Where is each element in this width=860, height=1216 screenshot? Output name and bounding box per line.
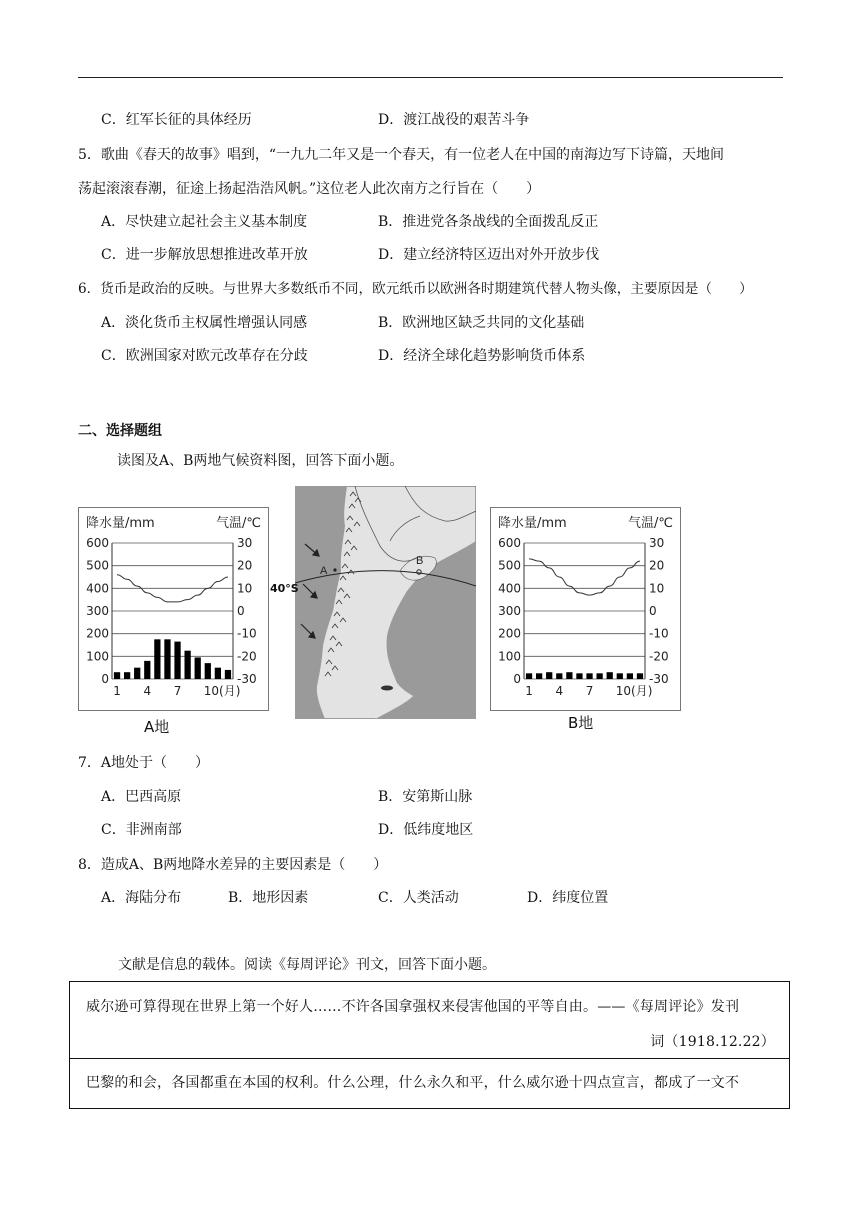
month-tick-label: 4 bbox=[555, 684, 564, 698]
temp-tick-label: 30 bbox=[237, 536, 253, 550]
precip-axis-title: 降水量/mm bbox=[498, 516, 567, 531]
precip-axis-title: 降水量/mm bbox=[86, 516, 155, 531]
q7-option-a[interactable]: A．巴西高原 bbox=[101, 789, 182, 805]
point-a-marker bbox=[333, 568, 336, 571]
precip-bar bbox=[225, 670, 231, 679]
precip-bar bbox=[144, 661, 150, 679]
south-america-map bbox=[295, 486, 476, 719]
precip-bar bbox=[536, 673, 542, 679]
month-tick-label: 4 bbox=[143, 684, 152, 698]
temp-tick-label: -10 bbox=[237, 626, 257, 641]
precip-bar bbox=[566, 672, 572, 679]
q8-option-a[interactable]: A．海陆分布 bbox=[101, 890, 182, 906]
q5-option-d[interactable]: D．建立经济特区迈出对外开放步伐 bbox=[378, 247, 600, 263]
temp-tick-label: 20 bbox=[649, 558, 665, 573]
precip-bar bbox=[586, 673, 592, 679]
precip-bar bbox=[184, 651, 190, 679]
q4-option-c[interactable]: C．红军长征的具体经历 bbox=[101, 112, 252, 128]
q4-option-d[interactable]: D．渡江战役的艰苦斗争 bbox=[378, 112, 530, 128]
q6-option-b[interactable]: B．欧洲地区缺乏共同的文化基础 bbox=[378, 315, 585, 331]
latitude-label: 40°S bbox=[270, 582, 299, 595]
climate-chart-a bbox=[78, 507, 269, 711]
month-tick-label: 1 bbox=[113, 684, 121, 698]
q7-option-b[interactable]: B．安第斯山脉 bbox=[378, 789, 473, 805]
chart-a-caption: A地 bbox=[144, 718, 170, 736]
document-excerpt-table bbox=[69, 981, 790, 1109]
climate-chart-b bbox=[490, 507, 681, 711]
section2-title: 二、选择题组 bbox=[78, 423, 162, 439]
precip-bar bbox=[637, 673, 643, 679]
q5-option-a[interactable]: A．尽快建立起社会主义基本制度 bbox=[101, 214, 308, 230]
q6-option-c[interactable]: C．欧洲国家对欧元改革存在分歧 bbox=[101, 348, 308, 364]
q8-option-c[interactable]: C．人类活动 bbox=[378, 890, 459, 906]
precip-bar bbox=[124, 672, 130, 679]
temp-axis-title: 气温/℃ bbox=[628, 516, 673, 531]
temp-tick-label: 10 bbox=[237, 581, 253, 596]
precip-bar bbox=[546, 672, 552, 679]
precip-bar bbox=[607, 672, 613, 679]
precip-tick-label: 100 bbox=[498, 649, 521, 664]
precip-bar bbox=[205, 663, 211, 679]
precip-bar bbox=[617, 673, 623, 679]
q5-option-b[interactable]: B．推进党各条战线的全面拨乱反正 bbox=[378, 214, 599, 230]
month-tick-label: 7 bbox=[173, 684, 182, 698]
q5-stem-line2: 荡起滚滚春潮，征途上扬起浩浩风帆。”这位老人此次南方之行旨在（ ） bbox=[78, 181, 541, 197]
precip-bar bbox=[164, 639, 170, 679]
precip-tick-label: 0 bbox=[101, 672, 109, 686]
excerpt-1-line1: 威尔逊可算得现在世界上第一个好人……不许各国拿强权来侵害他国的平等自由。——《每周评论》发刊 bbox=[86, 999, 740, 1015]
precip-tick-label: 0 bbox=[513, 672, 521, 686]
q7-option-c[interactable]: C．非洲南部 bbox=[101, 822, 182, 838]
section3-intro: 文献是信息的载体。阅读《每周评论》刊文，回答下面小题。 bbox=[118, 957, 496, 973]
month-tick-label: 10(月) bbox=[615, 684, 653, 698]
q7-stem: 7．A地处于（ ） bbox=[78, 755, 210, 771]
temp-tick-label: 30 bbox=[649, 536, 665, 550]
precip-tick-label: 100 bbox=[86, 649, 109, 664]
precip-tick-label: 300 bbox=[498, 604, 521, 618]
excerpt-1-line2: 词（1918.12.22） bbox=[650, 1034, 775, 1050]
precip-bar bbox=[134, 668, 140, 679]
q6-option-d[interactable]: D．经济全球化趋势影响货币体系 bbox=[378, 348, 586, 364]
q6-stem: 6．货币是政治的反映。与世界大多数纸币不同，欧元纸币以欧洲各时期建筑代替人物头像，主要原因是（ ） bbox=[78, 281, 753, 297]
chart-b-caption: B地 bbox=[568, 714, 594, 732]
precip-tick-label: 300 bbox=[86, 604, 109, 618]
precip-tick-label: 200 bbox=[498, 626, 521, 641]
q8-stem: 8．造成A、B两地降水差异的主要因素是（ ） bbox=[78, 857, 388, 873]
q8-option-d[interactable]: D．纬度位置 bbox=[527, 890, 609, 906]
falkland-islands bbox=[381, 686, 393, 691]
q8-option-b[interactable]: B．地形因素 bbox=[228, 890, 309, 906]
q5-stem-line1: 5．歌曲《春天的故事》唱到，“一九九二年又是一个春天，有一位老人在中国的南海边写下诗篇，天地间 bbox=[78, 147, 725, 163]
q5-option-c[interactable]: C．进一步解放思想推进改革开放 bbox=[101, 247, 308, 263]
q6-option-a[interactable]: A．淡化货币主权属性增强认同感 bbox=[101, 315, 308, 331]
section2-intro: 读图及A、B两地气候资料图，回答下面小题。 bbox=[117, 453, 404, 469]
month-tick-label: 7 bbox=[585, 684, 594, 698]
precip-bar bbox=[154, 639, 160, 679]
precip-bar bbox=[174, 642, 180, 679]
header-rule bbox=[78, 77, 783, 78]
temp-tick-label: -30 bbox=[237, 672, 257, 686]
precip-bar bbox=[215, 668, 221, 679]
month-tick-label: 10(月) bbox=[203, 684, 241, 698]
map-label-b: B bbox=[416, 555, 424, 567]
precip-bar bbox=[627, 673, 633, 679]
precip-tick-label: 400 bbox=[86, 581, 109, 596]
map-label-a: A bbox=[320, 565, 328, 577]
excerpt-2-line1: 巴黎的和会，各国都重在本国的权利。什么公理，什么永久和平，什么威尔逊十四点宣言，都成了一文不 bbox=[86, 1075, 740, 1091]
temp-tick-label: -20 bbox=[237, 649, 257, 664]
precip-bar bbox=[576, 673, 582, 679]
precip-bar bbox=[195, 657, 201, 679]
precip-tick-label: 500 bbox=[498, 558, 521, 573]
q7-option-d[interactable]: D．低纬度地区 bbox=[378, 822, 474, 838]
temp-tick-label: 0 bbox=[649, 604, 657, 618]
temp-axis-title: 气温/℃ bbox=[216, 516, 261, 531]
precip-tick-label: 500 bbox=[86, 558, 109, 573]
temp-tick-label: -30 bbox=[649, 672, 669, 686]
precip-bar bbox=[114, 672, 120, 679]
precip-tick-label: 200 bbox=[86, 626, 109, 641]
precip-bar bbox=[596, 673, 602, 679]
temp-tick-label: 10 bbox=[649, 581, 665, 596]
precip-bar bbox=[556, 673, 562, 679]
temp-tick-label: -20 bbox=[649, 649, 669, 664]
precip-tick-label: 600 bbox=[86, 536, 109, 550]
month-tick-label: 1 bbox=[525, 684, 533, 698]
precip-tick-label: 600 bbox=[498, 536, 521, 550]
precip-bar bbox=[526, 673, 532, 679]
temp-tick-label: 20 bbox=[237, 558, 253, 573]
excerpt-row-1 bbox=[70, 982, 789, 1059]
precip-tick-label: 400 bbox=[498, 581, 521, 596]
temp-tick-label: -10 bbox=[649, 626, 669, 641]
temp-tick-label: 0 bbox=[237, 604, 245, 618]
